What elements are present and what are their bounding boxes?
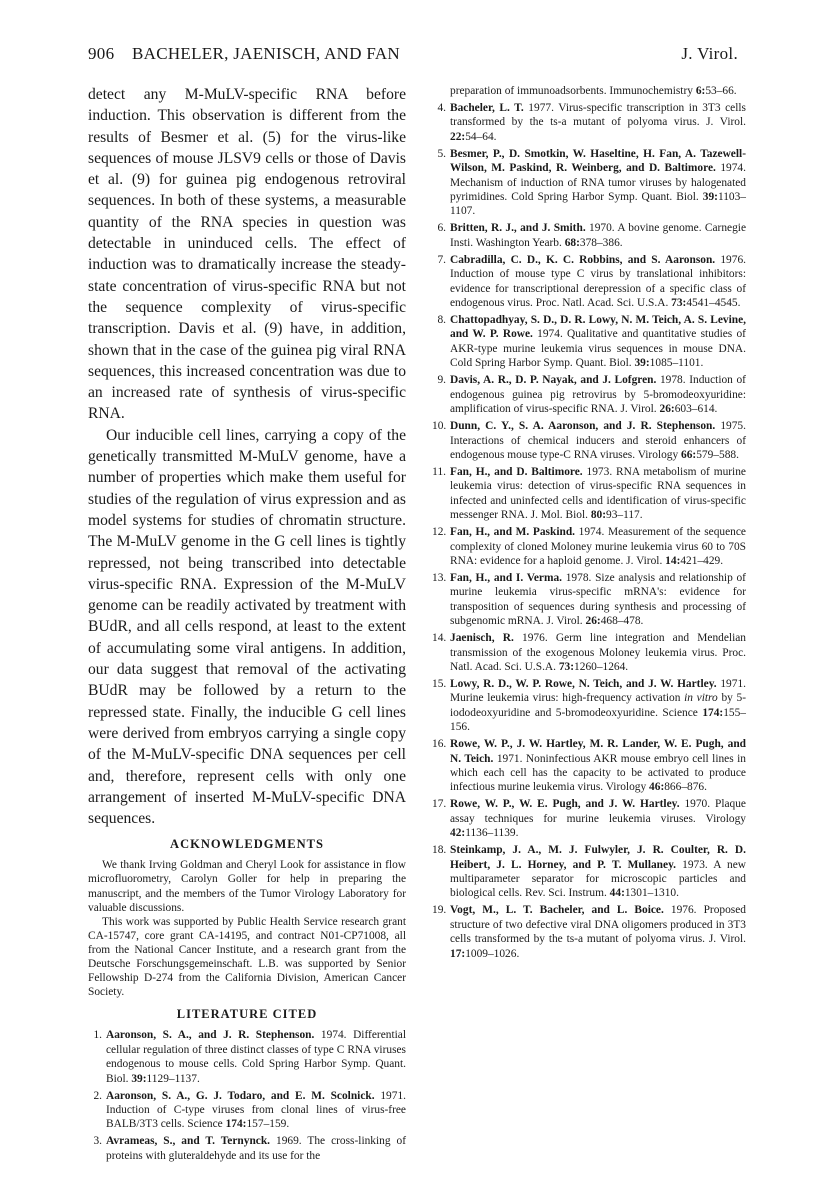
ref-authors: Cabradilla, C. D., K. C. Robbins, and S. Aaronson. [450,253,716,266]
ref-volume: 68: [564,236,580,249]
ref-pages: 378–386. [579,236,623,249]
ref-authors: Steinkamp, J. A., M. J. Fulwyler, J. R. Coulter, R. D. Heibert, J. L. Horney, and P. T. Mullaney. [450,844,746,871]
ref-year: 1976. [522,632,548,645]
right-column [432,84,746,964]
ref-year: 1973. [586,465,613,478]
ref-pages: 1301–1310. [624,887,679,900]
ref-year: 1978. [565,571,592,584]
running-authors: BACHELER, JAENISCH, AND FAN [132,44,400,63]
ref-number: 18. [432,844,447,857]
ref-number: 10. [432,420,447,433]
ref-authors: Avrameas, S., and T. Ternynck. [106,1135,271,1148]
ref-text-cont: by 5-iododeoxyuridine and 5-bromodeoxyuridine. Science [450,692,746,719]
ref-volume: 44: [609,887,625,900]
ref-authors: Bacheler, L. T. [450,102,524,114]
ref-volume: 174: [702,706,724,719]
ref-pages: 866–876. [664,781,707,794]
ref-number: 17. [432,798,447,811]
reference-continuation [432,84,746,98]
ref-volume: 39: [702,191,718,204]
ref-authors: Fan, H., and M. Paskind. [450,526,576,539]
ref-volume: 66: [681,448,697,461]
reference-item [432,571,746,629]
reference-item [88,1028,406,1086]
ref-text: Differential cellular regulation of three distinct classes of type C RNA viruses endogenous to mouse cells. Cold Spring Harbor Symp. Quant. Biol. [106,1029,406,1085]
ref-volume: 17: [450,947,466,960]
ref-pages: 157–159. [246,1118,290,1131]
ref-text: Murine leukemia virus: high-frequency activation [450,692,681,705]
ref-volume: 42: [450,827,466,840]
reference-item [432,419,746,462]
ref-number: 2. [93,1089,102,1102]
acknowledgments-paragraph: This work was supported by Public Health Service research grant CA-15747, core grant CA-14195, and contract N01-CP71008, all from the National Cancer Institute, and a research grant from the Deutsche Forschungsgemeinschaft. L.B. was supported by Senior Fellowship D-274 from the California Division, American Cancer Society. [88,915,406,999]
reference-item [432,313,746,371]
running-header [88,44,738,68]
ref-volume: 174: [225,1118,247,1131]
ref-year: 1969. [276,1135,302,1148]
ref-year: 1974. [720,162,746,175]
reference-item [432,465,746,523]
ref-authors: Lowy, R. D., W. P. Rowe, N. Teich, and J. W. Hartley. [450,677,717,690]
ref-authors: Rowe, W. P., J. W. Hartley, M. R. Lander, W. E. Pugh, and N. Teich. [450,738,746,765]
reference-item [432,631,746,674]
acknowledgments-paragraph: We thank Irving Goldman and Cheryl Look for assistance in flow microfluorometry, Carolyn Goller for help in preparing the manuscript, and the members of the Tumor Virology Laboratory for valuable discussions. [88,859,406,914]
ref-number: 11. [432,465,446,478]
acknowledgments-heading: ACKNOWLEDGMENTS [170,837,324,852]
ref-pages: 155–156. [450,706,746,734]
ref-text: Germ line integration and Mendelian transmission of the exogenous Moloney leukemia virus. Proc. Natl. Acad. Sci. U.S.A. [450,632,746,673]
ref-number: 13. [432,571,447,584]
ref-authors: Vogt, M., L. T. Bacheler, and L. Boice. [450,904,664,917]
ref-italic: in vitro [684,692,718,705]
ref-number: 7. [437,253,446,266]
ref-number: 5. [437,147,446,160]
ref-text: Induction of C-type viruses from clonal lines of virus-free BALB/3T3 cells. Science [106,1103,406,1131]
ref-number: 8. [437,314,446,327]
ref-text: preparation of immunoadsorbents. Immunochemistry [450,85,693,97]
reference-item [432,903,746,961]
ref-year: 1976. [720,253,746,266]
reference-item [432,843,746,901]
ref-text: Virus-specific transcription in 3T3 cells transformed by the ts-a mutant of polyoma virus. J. Virol. [450,102,746,129]
ref-year: 1973. [682,858,708,871]
ref-authors: Rowe, W. P., W. E. Pugh, and J. W. Hartley. [450,798,680,811]
reference-item [88,1134,406,1163]
ref-year: 1974. [537,328,563,341]
ref-volume: 39: [131,1072,147,1085]
literature-cited-heading: LITERATURE CITED [176,1007,318,1022]
ref-year: 1970. [684,798,711,811]
reference-item [432,373,746,416]
ref-volume: 39: [634,357,650,370]
ref-authors: Jaenisch, R. [450,632,514,645]
ref-number: 6. [437,222,446,235]
ref-year: 1975. [720,420,746,433]
reference-list-right [432,101,746,961]
reference-list-left [88,1028,406,1163]
ref-pages: 1009–1026. [465,947,520,960]
ref-authors: Davis, A. R., D. P. Nayak, and J. Lofgren. [450,374,657,387]
reference-item [432,101,746,144]
ref-number: 14. [432,632,447,645]
ref-pages: 421–429. [680,554,724,567]
ref-text: RNA metabolism of murine leukemia virus: detection of virus-specific RNA sequences in infected and uninfected cells and identification of virus-specific messenger RNA. J. Mol. Biol. [450,465,746,522]
ref-number: 16. [432,738,447,751]
journal-name: J. Virol. [681,44,738,63]
left-column [88,84,406,1166]
ref-year: 1978. [659,374,686,387]
ref-authors: Britten, R. J., and J. Smith. [450,222,586,235]
ref-pages: 1085–1101. [649,357,704,370]
reference-item [432,737,746,795]
ref-number: 15. [432,677,447,690]
ref-pages: 603–614. [674,403,718,416]
ref-authors: Dunn, C. Y., S. A. Aaronson, and J. R. Stephenson. [450,420,716,433]
ref-pages: 579–588. [696,448,739,461]
reference-item [432,525,746,568]
ref-pages: 1260–1264. [574,660,629,673]
ref-year: 1971. [720,677,746,690]
ref-pages: 1136–1139. [465,827,519,840]
ref-authors: Chattopadhyay, S. D., D. R. Lowy, N. M. Teich, A. S. Levine, and W. P. Rowe. [450,314,746,341]
ref-volume: 46: [649,781,665,794]
ref-text: Noninfectious AKR mouse embryo cell lines in which each cell has the capacity to be activated to produce infectious murine leukemia virus. Virology [450,752,746,794]
ref-text: Induction of endogenous guinea pig retrovirus by 5-bromodeoxyuridine: amplification of virus-specific RNA. J. Virol. [450,374,746,416]
ref-pages: 54–64. [465,130,497,143]
ref-year: 1970. [589,222,615,235]
ref-authors: Aaronson, S. A., G. J. Todaro, and E. M. Scolnick. [106,1089,375,1102]
ref-volume: 26: [659,403,675,416]
ref-number: 9. [437,374,446,387]
ref-authors: Fan, H., and I. Verma. [450,571,563,584]
ref-number: 3. [93,1135,102,1148]
ref-volume: 73: [671,297,687,310]
ref-volume: 80: [590,509,606,522]
ref-year: 1974. [578,526,605,539]
ref-authors: Aaronson, S. A., and J. R. Stephenson. [106,1029,315,1042]
ref-volume: 26: [585,615,601,628]
ref-number: 4. [437,102,446,114]
ref-year: 1977. [528,102,554,114]
ref-text: Measurement of the sequence complexity of cloned Moloney murine leukemia virus 60 to 70S RNA: evidence for a haploid genome. J. Virol. [450,526,746,567]
ref-text: A new multiparameter separator for microscopic particles and biological cells. Rev. Sci. Instrum. [450,858,746,900]
ref-pages: 1129–1137. [146,1072,200,1085]
ref-authors: Besmer, P., D. Smotkin, W. Haseltine, H. Fan, A. Tazewell-Wilson, M. Paskind, R. Weinberg, and D. Baltimore. [450,147,746,175]
ref-text: Mechanism of induction of RNA tumor viruses by halogenated pyrimidines. Cold Spring Harbor Symp. Quant. Biol. [450,176,746,204]
ref-text: Size analysis and relationship of murine leukemia virus-specific mRNA's: evidence for transposition of sequences during synthesis and processing of subgenomic mRNA. J. Virol. [450,571,746,628]
reference-item [432,677,746,735]
ref-volume: 6: [695,85,706,97]
ref-volume: 14: [665,554,681,567]
ref-number: 12. [432,526,447,539]
body-paragraph: detect any M-MuLV-specific RNA before induction. This observation is different from the results of Besmer et al. (5) for the virus-like sequences of mouse JLSV9 cells or those of Davis et al. (9) for guinea pig endogenous retroviral sequences. In both of these systems, a measurable quantity of the RNA species in question was detectable in uninduced cells. The effect of induction was to dramatically increase the steady-state concentration of virus-specific RNA but not the sequence complexity of virus-specific transcription. Davis et al. (9) have, in addition, shown that in the case of the guinea pig viral RNA sequences, this increased concentration was due to an increased rate of synthesis of virus-specific RNA. [88,86,406,423]
ref-text: The cross-linking of proteins with gluteraldehyde and its use for the [106,1135,406,1162]
ref-year: 1971. [380,1089,406,1102]
ref-pages: 53–66. [705,85,737,97]
ref-text: Induction of mouse type C virus by translational inhibitors: evidence for transcriptional derepression of a specific class of endogenous virus. Proc. Natl. Acad. Sci. U.S.A. [450,268,746,310]
ref-year: 1974. [320,1029,347,1042]
reference-item [432,797,746,840]
reference-item [88,1089,406,1132]
ref-text: Interactions of chemical inducers and steroid enhancers of endogenous mouse type-C RNA viruses. Virology [450,434,746,461]
ref-year: 1976. [670,904,697,917]
ref-pages: 1103–1107. [450,191,746,218]
ref-text: A bovine genome. Carnegie Insti. Washington Yearb. [450,222,747,249]
ref-text: Proposed structure of two defective viral DNA oligomers produced in 3T3 cells transformed by the ts-a mutant of polyoma virus. J. Virol. [450,904,746,946]
ref-text: Plaque assay techniques for murine leukemia viruses. Virology [450,798,746,825]
ref-pages: 4541–4545. [686,297,741,310]
ref-year: 1971. [496,752,523,765]
ref-number: 19. [432,904,447,917]
ref-pages: 93–117. [606,509,643,522]
ref-number: 1. [93,1029,102,1042]
reference-item [432,147,746,219]
page-number: 906 [88,44,115,63]
ref-pages: 468–478. [600,615,644,628]
ref-volume: 22: [450,130,466,143]
reference-item [432,253,746,311]
ref-volume: 73: [558,660,575,673]
ref-text: Qualitative and quantitative studies of AKR-type murine leukemia virus sequences in mouse DNA. Cold Spring Harbor Symp. Quant. Biol. [450,328,746,370]
ref-authors: Fan, H., and D. Baltimore. [450,465,583,478]
reference-item [432,221,746,250]
body-paragraph: Our inducible cell lines, carrying a copy of the genetically transmitted M-MuLV genome, have a number of properties which make them useful for studies of the regulation of virus expression and as model systems for studies of chromatin structure. The M-MuLV genome in the G cell lines is tightly repressed, not being transcribed into detectable virus-specific RNA. Expression of the M-MuLV genome can be readily activated by treatment with BUdR, and all cells respond, at least to the extent of accumulating some viral antigens. In addition, our data suggest that removal of the activating BUdR may be followed by a return to the repressed state. Finally, the inducible G cell lines were derived from embryos carrying a single copy of the M-MuLV-specific DNA sequences per cell and, therefore, represent cells with only one arrangement of inserted M-MuLV-specific DNA sequences. [88,426,406,828]
